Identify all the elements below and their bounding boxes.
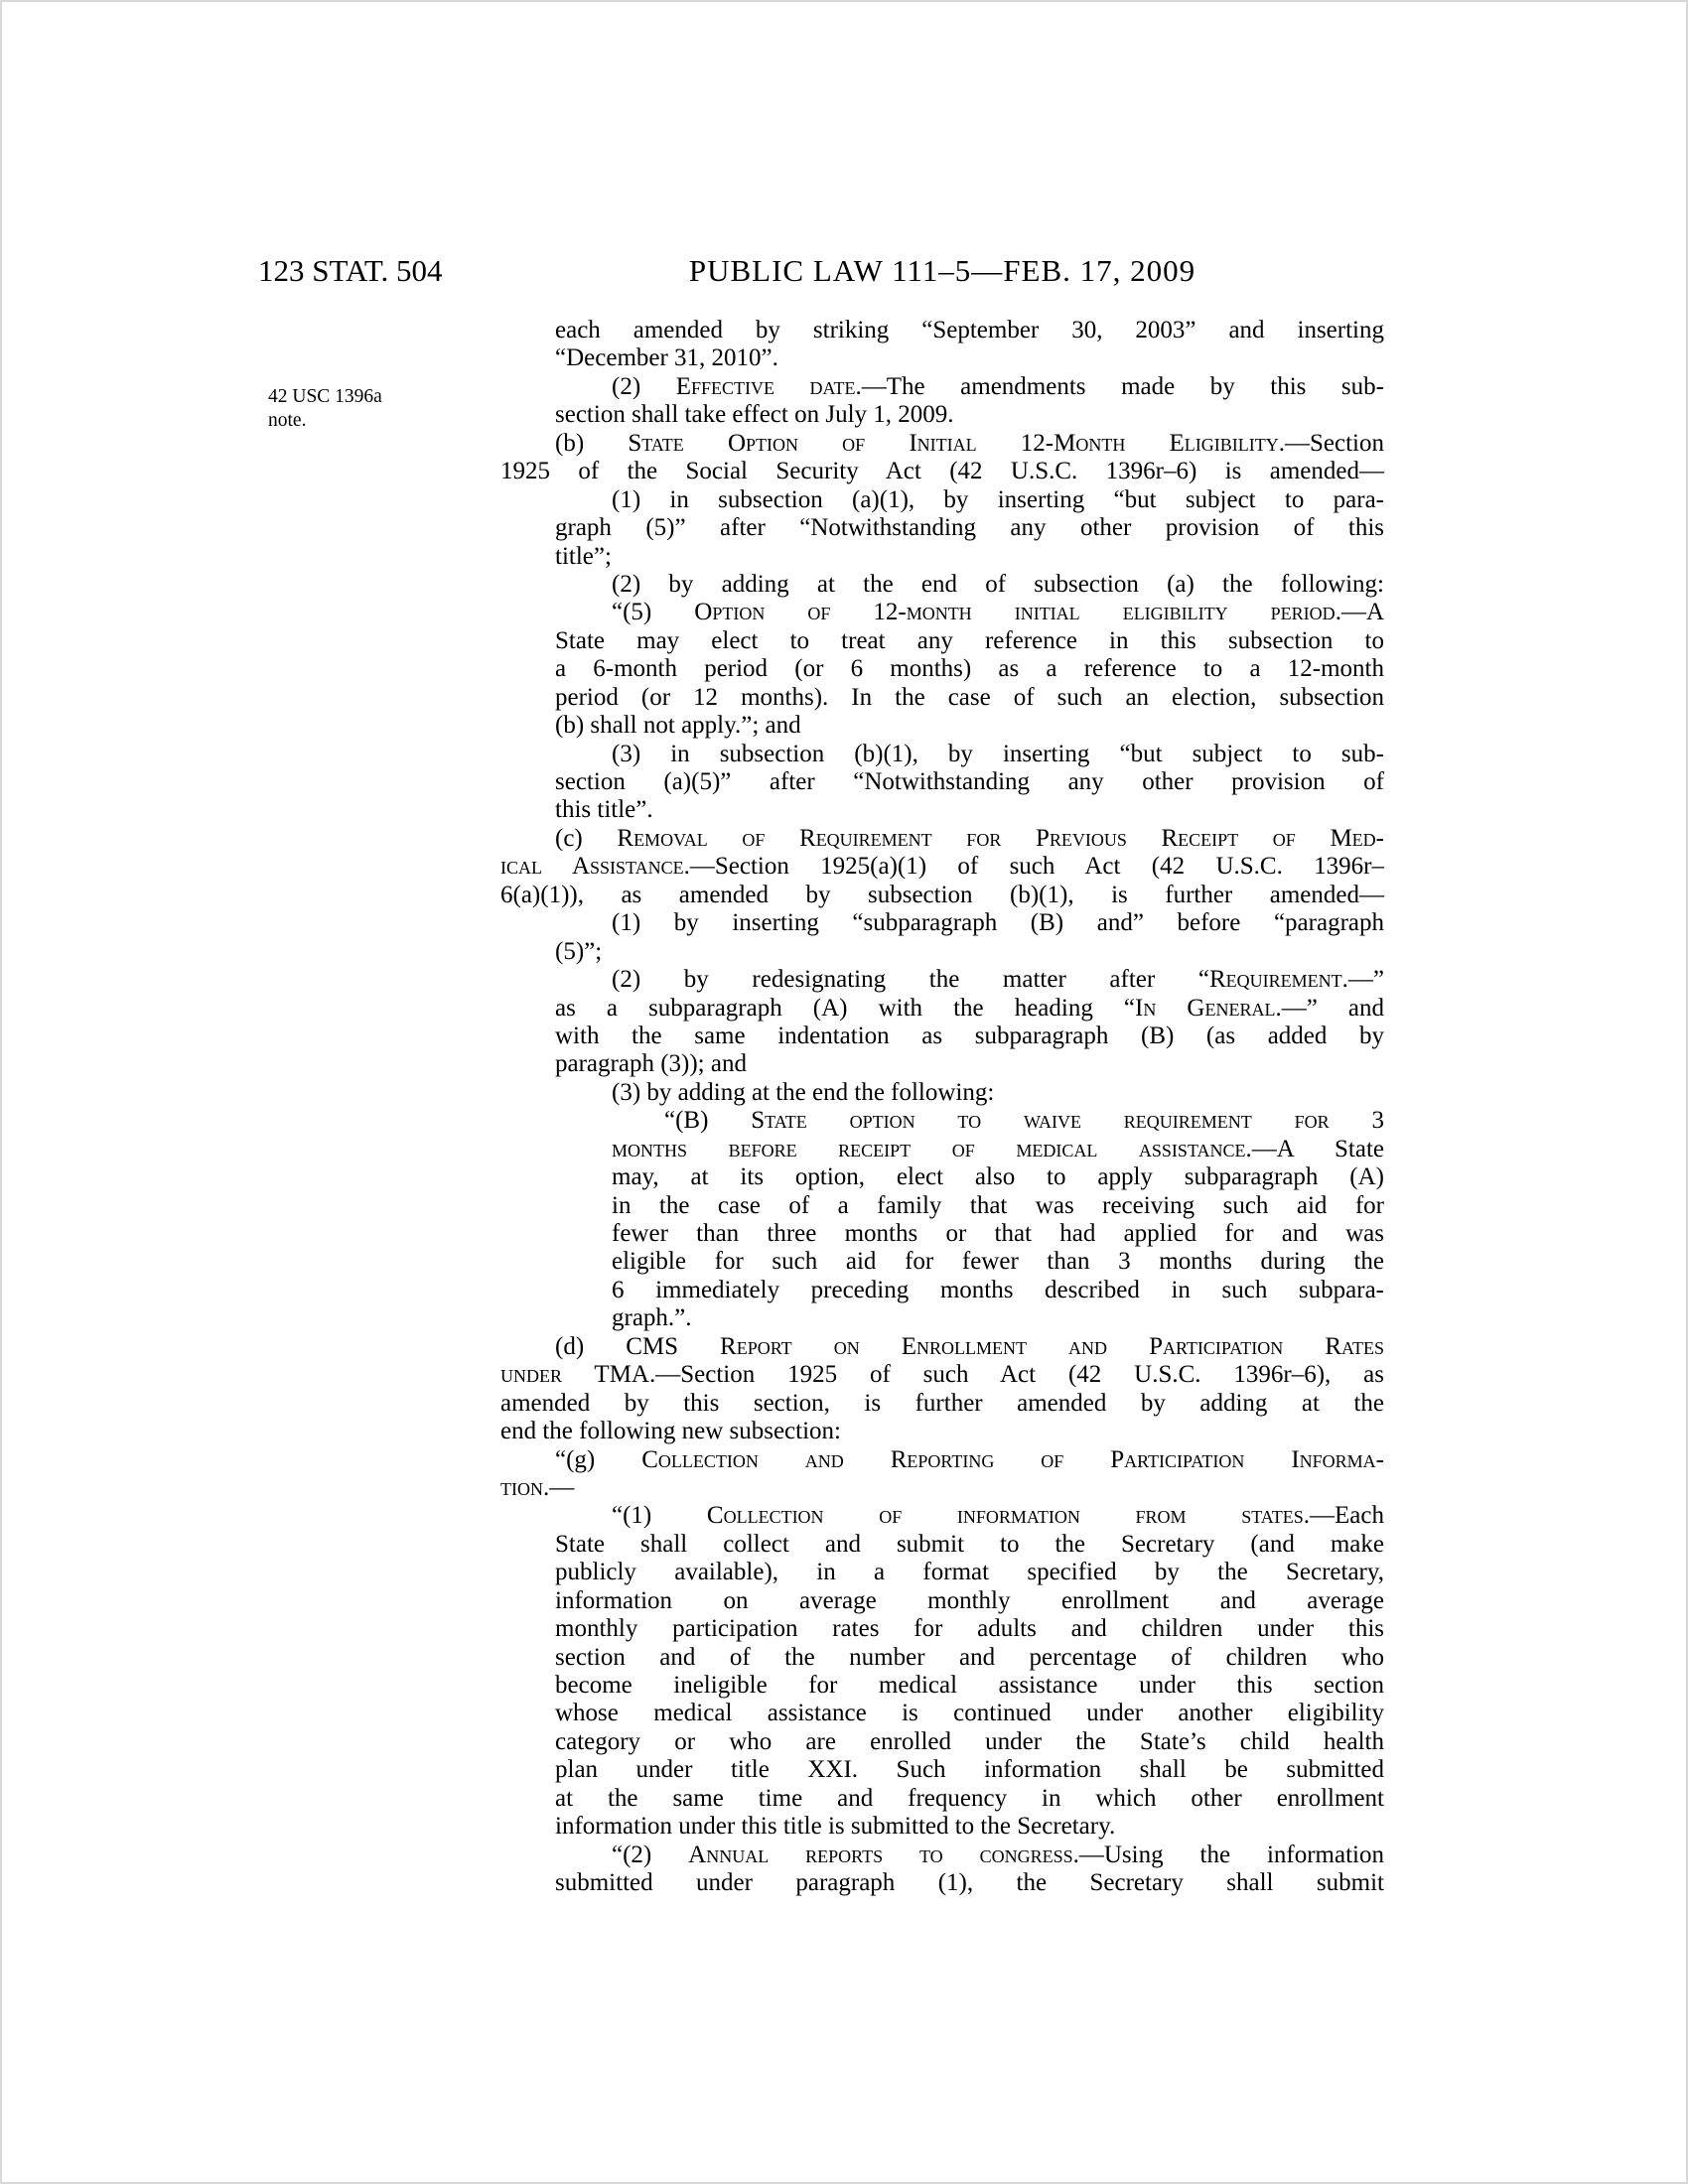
statute-line [500, 1728, 1384, 1756]
text-run: publicly available), in a format specified by the Secretary, [555, 1559, 1384, 1586]
text-run: .—” and [1275, 994, 1384, 1022]
statute-line [500, 1446, 1384, 1474]
statute-line [500, 1107, 1384, 1135]
statute-line [500, 995, 1384, 1023]
margin-note-citation: 42 USC 1396a [268, 386, 382, 407]
small-caps-run: Collection and Reporting of Participation Informa- [641, 1445, 1385, 1473]
statute-line [500, 1136, 1384, 1163]
statute-line [500, 1050, 1384, 1078]
statute-line [500, 938, 1384, 966]
text-run: (1) in subsection (a)(1), by inserting “but subject to para- [612, 485, 1384, 513]
text-run: a 6-month period (or 6 months) as a reference to a 12-month [555, 655, 1384, 683]
small-caps-run: tion [500, 1473, 543, 1501]
statute-line [500, 1192, 1384, 1220]
statute-line [500, 684, 1384, 712]
small-caps-run: State Option of Initial 12-Month Eligibility [628, 429, 1279, 457]
text-run: this title”. [555, 796, 653, 824]
statute-line [500, 1531, 1384, 1559]
small-caps-run: Collection of information from states [706, 1502, 1304, 1530]
text-run: (2) by adding at the end of subsection (a) the following: [612, 570, 1384, 598]
text-run: (1) by inserting “subparagraph (B) and” before “paragraph [612, 909, 1384, 937]
text-run: .—A [1335, 599, 1384, 626]
statute-line [500, 627, 1384, 655]
text-run: become ineligible for medical assistance under this section [555, 1672, 1384, 1699]
statute-line [500, 1079, 1384, 1107]
small-caps-run: CMS Report on Enrollment and Participation Rates [626, 1332, 1384, 1360]
statute-line [500, 373, 1384, 401]
statute-line [500, 796, 1384, 824]
statute-line [500, 1390, 1384, 1418]
statute-line [500, 1277, 1384, 1304]
text-run: .—Using the information [1072, 1841, 1384, 1868]
text-run: (c) [555, 824, 618, 852]
statute-line [500, 768, 1384, 796]
text-run: 1925 of the Social Security Act (42 U.S.C. 1396r–6) is amended— [500, 458, 1384, 485]
text-run: .—Section [1278, 429, 1384, 457]
statute-line [500, 909, 1384, 937]
statute-line [500, 1248, 1384, 1276]
text-run: period (or 12 months). In the case of such an election, subsection [555, 683, 1384, 711]
text-run: end the following new subsection: [500, 1418, 841, 1445]
statute-line [500, 401, 1384, 429]
small-caps-run: Removal of Requirement for Previous Receipt of Med- [617, 824, 1384, 852]
text-run: 6(a)(1)), as amended by subsection (b)(1), is further amended— [500, 881, 1384, 908]
text-run: (5)”; [555, 937, 603, 965]
running-head-law-title: PUBLIC LAW 111–5—FEB. 17, 2009 [688, 253, 1196, 288]
statute-line [500, 1023, 1384, 1050]
small-caps-run: Option of 12-month initial eligibility period [694, 599, 1336, 626]
statute-line [500, 825, 1384, 853]
text-run: graph.”. [612, 1304, 692, 1332]
statute-line [500, 599, 1384, 626]
text-run: “(1) [612, 1502, 707, 1530]
statute-line [500, 741, 1384, 768]
text-run: amended by this section, is further amended by adding at the [500, 1389, 1384, 1417]
text-run: as a subparagraph (A) with the heading “ [555, 994, 1136, 1022]
text-run: category or who are enrolled under the State’s child health [555, 1727, 1384, 1755]
small-caps-run: Annual reports to congress [688, 1841, 1073, 1868]
text-run: .—” [1341, 966, 1384, 994]
text-run: title”; [555, 542, 612, 570]
statute-line [500, 571, 1384, 599]
text-run: .—Each [1303, 1502, 1384, 1530]
statute-line [500, 712, 1384, 740]
text-run: State may elect to treat any reference in this subsection to [555, 626, 1384, 654]
text-run: each amended by striking “September 30, 2003” and inserting [555, 317, 1384, 343]
statute-line [500, 1842, 1384, 1869]
text-run: paragraph (3)); and [555, 1050, 747, 1078]
text-run: submitted under paragraph (1), the Secretary shall submit [555, 1869, 1384, 1897]
statute-line [500, 1418, 1384, 1445]
statute-line [500, 1304, 1384, 1332]
text-run: (d) [555, 1332, 627, 1360]
text-run: .— [543, 1473, 575, 1501]
text-run: State shall collect and submit to the Secretary (and make [555, 1530, 1384, 1558]
text-run: .—A State [1245, 1135, 1384, 1162]
text-run: monthly participation rates for adults and children under this [555, 1615, 1384, 1643]
statute-line [500, 1813, 1384, 1841]
statute-line [500, 543, 1384, 571]
statute-line [500, 430, 1384, 458]
statute-line [500, 882, 1384, 909]
text-run: (2) by redesignating the matter after “ [612, 966, 1209, 994]
text-run: whose medical assistance is continued under another eligibility [555, 1700, 1384, 1727]
statute-line [500, 1163, 1384, 1191]
statute-line [500, 1587, 1384, 1615]
small-caps-run: under TMA [500, 1361, 649, 1389]
text-run: in the case of a family that was receiving such aid for [612, 1191, 1384, 1219]
statute-line [500, 1700, 1384, 1727]
text-run: (3) in subsection (b)(1), by inserting “but subject to sub- [612, 740, 1384, 767]
text-run: .—The amendments made by this sub- [855, 372, 1384, 400]
text-run: (b) [555, 429, 629, 457]
statute-line [500, 317, 1384, 344]
margin-note [268, 385, 452, 433]
statute-line [500, 1672, 1384, 1700]
text-run: “December 31, 2010”. [555, 344, 778, 372]
text-run: .—Section 1925 of such Act (42 U.S.C. 1396r–6), as [648, 1361, 1384, 1389]
text-run: “(2) [612, 1841, 689, 1868]
statute-line [500, 1785, 1384, 1813]
statute-line [500, 514, 1384, 542]
statute-line [500, 486, 1384, 514]
text-run: 6 immediately preceding months described in such subpara- [612, 1276, 1384, 1303]
statute-line [500, 1615, 1384, 1643]
margin-note-word: note. [268, 410, 307, 431]
text-run: graph (5)” after “Notwithstanding any other provision of this [555, 514, 1384, 542]
small-caps-run: months before receipt of medical assistance [612, 1135, 1246, 1162]
page-number-stat-label: 123 STAT. 504 [258, 253, 443, 288]
text-run: “(g) [555, 1445, 642, 1473]
text-run: .—Section 1925(a)(1) of such Act (42 U.S.C. 1396r– [683, 853, 1384, 881]
small-caps-run: Requirement [1208, 966, 1342, 994]
statute-line [500, 1869, 1384, 1897]
statute-line [500, 1333, 1384, 1361]
small-caps-run: ical Assistance [500, 853, 684, 881]
statute-line [500, 344, 1384, 372]
text-run: fewer than three months or that had applied for and was [612, 1220, 1384, 1247]
text-run: with the same indentation as subparagraph (B) (as added by [555, 1022, 1384, 1049]
small-caps-run: State option to waive requirement for 3 [751, 1107, 1385, 1135]
statute-line [500, 853, 1384, 881]
statute-line [500, 1220, 1384, 1248]
text-run: may, at its option, elect also to apply subparagraph (A) [612, 1163, 1384, 1191]
statute-line [500, 1474, 1384, 1502]
text-run: at the same time and frequency in which other enrollment [555, 1784, 1384, 1812]
text-run: (b) shall not apply.”; and [555, 712, 801, 740]
statute-line [500, 655, 1384, 683]
statute-line [500, 458, 1384, 485]
statute-line [500, 966, 1384, 994]
statute-line [500, 1756, 1384, 1784]
text-run: plan under title XXI. Such information shall be submitted [555, 1756, 1384, 1784]
text-run: (2) [612, 372, 676, 400]
text-run: (3) by adding at the end the following: [612, 1078, 995, 1106]
text-run: section shall take effect on July 1, 2009. [555, 401, 954, 429]
text-run: section and of the number and percentage of children who [555, 1643, 1384, 1671]
text-run: section (a)(5)” after “Notwithstanding any other provision of [555, 768, 1384, 795]
statute-line [500, 1644, 1384, 1672]
statute-line [500, 1502, 1384, 1530]
small-caps-run: Effective date [675, 372, 856, 400]
text-run: “(5) [612, 599, 695, 626]
text-run: information on average monthly enrollment and average [555, 1586, 1384, 1614]
statute-line [500, 1361, 1384, 1389]
text-run: information under this title is submitted to the Secretary. [555, 1813, 1116, 1841]
small-caps-run: In General [1135, 994, 1276, 1022]
text-run: “(B) [664, 1107, 752, 1135]
statute-body [500, 317, 1384, 1898]
statute-line [500, 1559, 1384, 1586]
text-run: eligible for such aid for fewer than 3 months during the [612, 1248, 1384, 1276]
